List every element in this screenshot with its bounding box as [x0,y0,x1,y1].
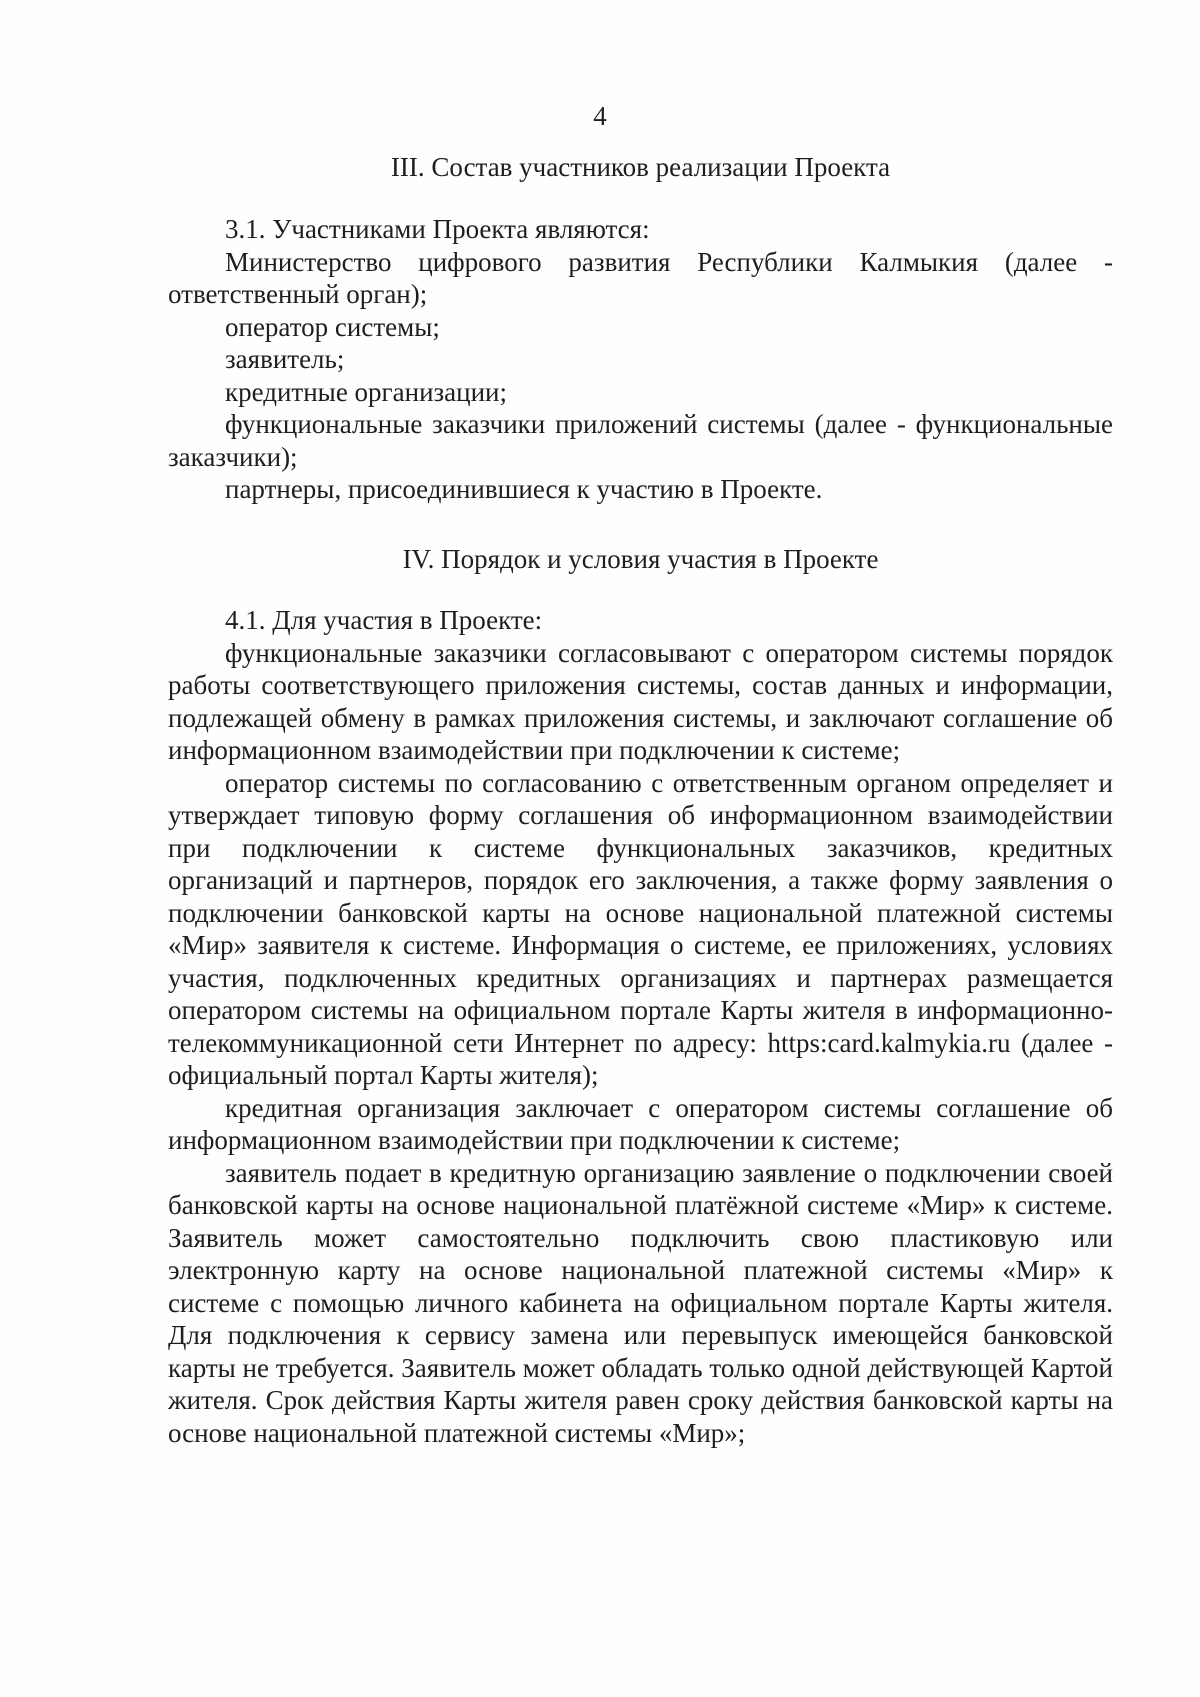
page-number: 4 [593,101,607,131]
section-3-body [168,213,1113,506]
paragraph: 3.1. Участниками Проекта являются: [225,214,650,244]
section-4-body [168,604,1113,1449]
paragraph: Министерство цифрового развития Республики Калмыкия (далее - ответственный орган); [168,246,1113,309]
paragraph: кредитная организация заключает с оператором системы соглашение об информационном взаимодействии при подключении к системе; [168,1092,1113,1155]
paragraph: партнеры, присоединившиеся к участию в Проекте. [225,474,823,504]
paragraph: оператор системы по согласованию с ответственным органом определяет и утверждает типовую форму соглашения об информационном взаимодействии при подключении к системе функциональных заказчиков, кредитных организаций и партнеров, порядок его заключения, а также форму заявления о подключении банковской карты на основе национальной платежной системы «Мир» заявителя к системе. Информация о системе, ее приложениях, условиях участия, подключенных кредитных организациях и партнерах размещается оператором системы на официальном портале Карты жителя в информационно-телекоммуникационной сети Интернет по адресу: https:card.kalmykia.ru (далее - официальный портал Карты жителя); [168,767,1113,1090]
paragraph: заявитель; [225,344,345,374]
paragraph: функциональные заказчики приложений системы (далее - функциональные заказчики); [168,409,1113,472]
paragraph: 4.1. Для участия в Проекте: [225,605,543,635]
section-4-heading: IV. Порядок и условия участия в Проекте [402,544,879,574]
paragraph: оператор системы; [225,311,440,342]
paragraph: заявитель подает в кредитную организацию заявление о подключении своей банковской карты на основе национальной платёжной системе «Мир» к системе. Заявитель может самостоятельно подключить свою пластиковую или электронную карту на основе национальной платежной системы «Мир» к системе с помощью личного кабинета на официальном портале Карты жителя. Для подключения к сервису замена или перевыпуск имеющейся банковской карты не требуется. Заявитель может обладать только одной действующей Картой жителя. Срок действия Карты жителя равен сроку действия банковской карты на основе национальной платежной системы «Мир»; [168,1157,1113,1448]
section-3-heading: III. Состав участников реализации Проекта [390,152,891,182]
paragraph: функциональные заказчики согласовывают с оператором системы порядок работы соответствующего приложения системы, состав данных и информации, подлежащей обмену в рамках приложения системы, и заключают соглашение об информационном взаимодействии при подключении к системе; [168,637,1113,765]
paragraph: кредитные организации; [225,376,508,407]
